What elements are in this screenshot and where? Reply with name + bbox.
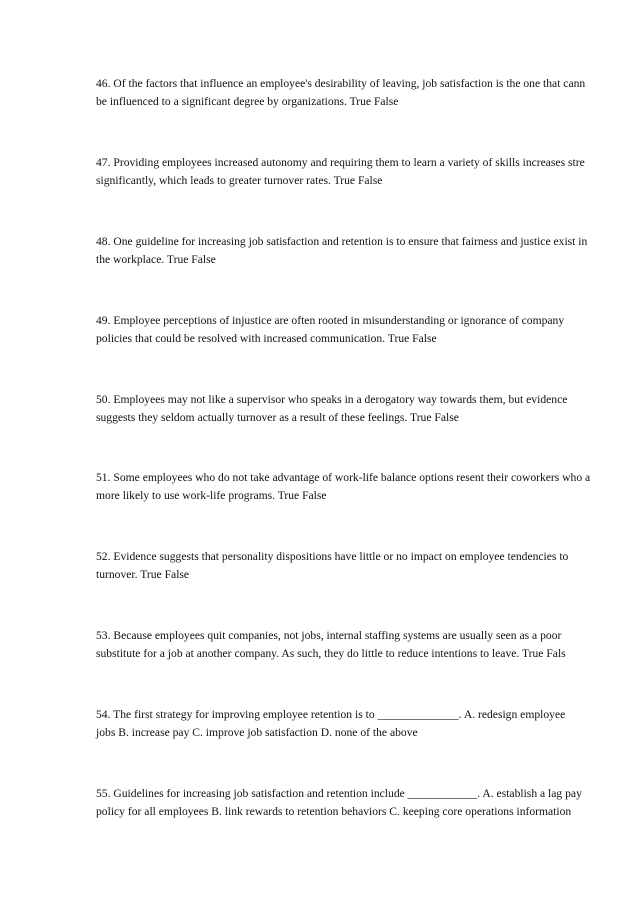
question-text-line: jobs B. increase pay C. improve job satisfaction D. none of the above: [96, 726, 418, 739]
question-text-line: 49. Employee perceptions of injustice are often rooted in misunderstanding or ignorance of company: [96, 314, 565, 327]
question-46: [96, 75, 638, 111]
question-49: [96, 312, 638, 348]
question-text-line: 48. One guideline for increasing job satisfaction and retention is to ensure that fairness and justice exist in: [96, 235, 588, 248]
question-text-line: policies that could be resolved with increased communication. True False: [96, 332, 437, 345]
question-text-line: 52. Evidence suggests that personality dispositions have little or no impact on employee tendencies to: [96, 550, 569, 563]
question-47: [96, 154, 638, 190]
question-text-line: turnover. True False: [96, 568, 190, 581]
question-text-line: policy for all employees B. link rewards to retention behaviors C. keeping core operations information: [96, 805, 572, 818]
question-text-line: the workplace. True False: [96, 253, 216, 266]
question-54: [96, 706, 638, 742]
question-52: [96, 548, 638, 584]
question-text-line: 47. Providing employees increased autonomy and requiring them to learn a variety of skills increases stre: [96, 156, 585, 169]
question-text-line: 53. Because employees quit companies, not jobs, internal staffing systems are usually seen as a poor: [96, 629, 562, 642]
question-text-line: 50. Employees may not like a supervisor who speaks in a derogatory way towards them, but evidence: [96, 393, 568, 406]
question-text-line: more likely to use work-life programs. True False: [96, 489, 327, 502]
question-55: [96, 785, 638, 821]
question-text-line: 55. Guidelines for increasing job satisfaction and retention include ____________. A. establish a lag pay: [96, 787, 582, 800]
question-text-line: substitute for a job at another company. As such, they do little to reduce intentions to leave. True Fals: [96, 647, 566, 660]
question-text-line: significantly, which leads to greater turnover rates. True False: [96, 174, 383, 187]
question-51: [96, 469, 638, 505]
question-text-line: be influenced to a significant degree by organizations. True False: [96, 95, 399, 108]
question-text-line: suggests they seldom actually turnover as a result of these feelings. True False: [96, 411, 459, 424]
question-50: [96, 391, 638, 427]
question-53: [96, 627, 638, 663]
question-text-line: 54. The first strategy for improving employee retention is to ______________. A. redesign employee: [96, 708, 566, 721]
question-text-line: 51. Some employees who do not take advantage of work-life balance options resent their coworkers who a: [96, 471, 591, 484]
question-text-line: 46. Of the factors that influence an employee's desirability of leaving, job satisfaction is the one that cann: [96, 77, 586, 90]
question-48: [96, 233, 638, 269]
